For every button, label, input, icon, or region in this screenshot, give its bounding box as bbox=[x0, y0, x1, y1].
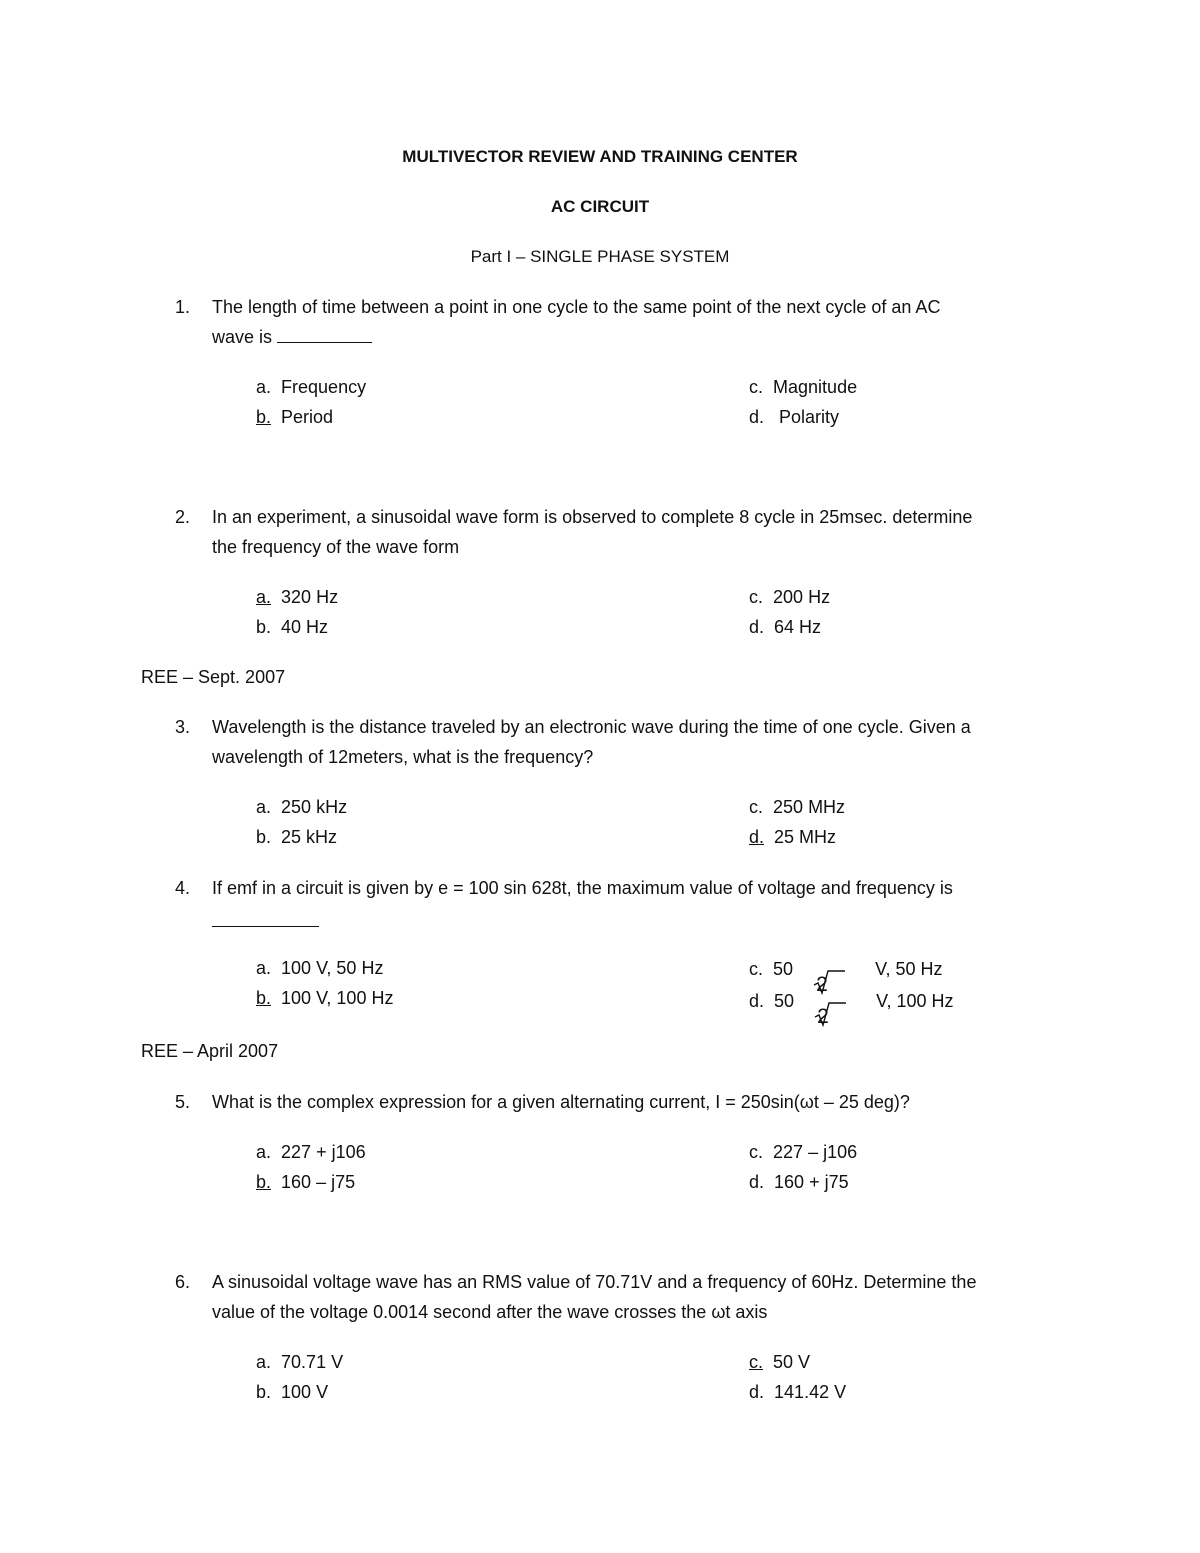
option-b: b. 25 kHz bbox=[256, 827, 338, 847]
question-text: In an experiment, a sinusoidal wave form is observed to complete 8 cycle in 25msec. determine bbox=[212, 507, 973, 527]
question-number: 6. bbox=[175, 1272, 191, 1292]
question-text: Wavelength is the distance traveled by an electronic wave during the time of one cycle. Given a bbox=[212, 717, 971, 737]
question-number: 2. bbox=[175, 507, 191, 527]
question-text: What is the complex expression for a given alternating current, I = 250sin(ωt – 25 deg)? bbox=[212, 1092, 910, 1112]
radicand: 2 bbox=[817, 1005, 829, 1028]
question-text-continued: wave is bbox=[212, 328, 372, 346]
question-number: 4. bbox=[175, 878, 191, 898]
option-d: d. 160 + j75 bbox=[749, 1172, 849, 1192]
option-c: c. 50 2 V, 50 Hz bbox=[749, 959, 943, 996]
correct-answer-marker: d. bbox=[749, 827, 765, 847]
option-d: d. 141.42 V bbox=[749, 1382, 847, 1402]
option-c: c. 250 MHz bbox=[749, 797, 846, 817]
correct-answer-marker: b. bbox=[256, 988, 272, 1008]
question-text-continued: the frequency of the wave form bbox=[212, 537, 460, 557]
option-b: b. 160 – j75 bbox=[256, 1172, 356, 1192]
option-c: c. Magnitude bbox=[749, 377, 858, 397]
correct-answer-marker: a. bbox=[256, 587, 272, 607]
question-text: The length of time between a point in one cycle to the same point of the next cycle of an AC bbox=[212, 297, 941, 317]
option-b: b. 40 Hz bbox=[256, 617, 329, 637]
option-b: b. Period bbox=[256, 407, 334, 427]
option-a: a. 227 + j106 bbox=[256, 1142, 366, 1162]
correct-answer-marker: b. bbox=[256, 1172, 272, 1192]
answer-blank bbox=[212, 912, 319, 927]
option-d: d. 25 MHz bbox=[749, 827, 837, 847]
subject-title: AC CIRCUIT bbox=[550, 197, 650, 216]
option-a: a. 70.71 V bbox=[256, 1352, 344, 1372]
section-label-ree-april-2007: REE – April 2007 bbox=[141, 1041, 279, 1061]
correct-answer-marker: b. bbox=[256, 407, 272, 427]
question-number: 5. bbox=[175, 1092, 191, 1112]
radicand: 2 bbox=[816, 973, 828, 996]
option-c: c. 50 V bbox=[749, 1352, 811, 1372]
option-d: d. 50 2 V, 100 Hz bbox=[749, 991, 954, 1028]
answer-blank bbox=[277, 328, 372, 343]
option-d: d. Polarity bbox=[749, 407, 840, 427]
correct-answer-marker: c. bbox=[749, 1352, 764, 1372]
option-c: c. 200 Hz bbox=[749, 587, 831, 607]
part-heading: Part I – SINGLE PHASE SYSTEM bbox=[470, 247, 730, 266]
option-c: c. 227 – j106 bbox=[749, 1142, 858, 1162]
question-text: A sinusoidal voltage wave has an RMS value of 70.71V and a frequency of 60Hz. Determine the bbox=[212, 1272, 977, 1292]
question-number: 1. bbox=[175, 297, 191, 317]
option-a: a. 250 kHz bbox=[256, 797, 348, 817]
question-text-continued: wavelength of 12meters, what is the frequency? bbox=[212, 747, 594, 767]
option-a: a. 100 V, 50 Hz bbox=[256, 958, 384, 978]
question-text-continued: value of the voltage 0.0014 second after the wave crosses the ωt axis bbox=[212, 1302, 768, 1322]
question-number: 3. bbox=[175, 717, 191, 737]
option-d: d. 64 Hz bbox=[749, 617, 822, 637]
section-label-ree-sept-2007: REE – Sept. 2007 bbox=[141, 667, 286, 687]
option-b: b. 100 V bbox=[256, 1382, 329, 1402]
question-text: If emf in a circuit is given by e = 100 sin 628t, the maximum value of voltage and frequency is bbox=[212, 878, 953, 898]
document-title: MULTIVECTOR REVIEW AND TRAINING CENTER bbox=[402, 147, 798, 166]
option-a: a. 320 Hz bbox=[256, 587, 339, 607]
option-b: b. 100 V, 100 Hz bbox=[256, 988, 394, 1008]
option-a: a. Frequency bbox=[256, 377, 367, 397]
